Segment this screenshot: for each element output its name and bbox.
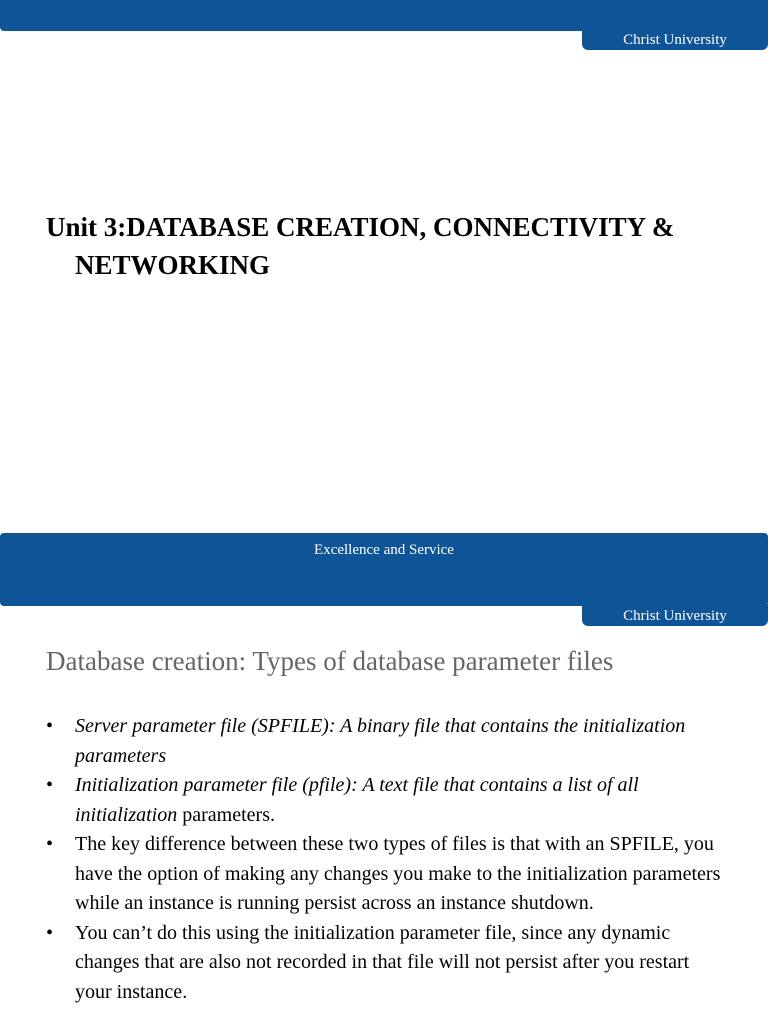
institution-tab-top: Christ University [582, 28, 768, 50]
motto-text: Excellence and Service [314, 542, 454, 558]
bullet-item: • The key difference between these two types of files is that with an SPFILE, you have the option of making any changes you make to the initialization parameters while an instance is running persist across an instance shutdown. [46, 830, 726, 919]
institution-tab-slide2: Christ University [582, 604, 768, 626]
header-band-top [0, 0, 768, 31]
bullet-item: • Initialization parameter file (pfile): A text file that contains a list of all initialization parameters. [46, 771, 726, 830]
bullet-list [46, 712, 726, 1007]
slide-title-parameter-files: Database creation: Types of database parameter files [46, 646, 614, 676]
bullet-item: • Server parameter file (SPFILE): A binary file that contains the initialization parameters [46, 712, 726, 771]
bullet-item: • You can’t do this using the initialization parameter file, since any dynamic changes that are also not recorded in that file will not persist after you restart your instance. [46, 919, 726, 1008]
slide-title-unit: Unit 3:DATABASE CREATION, CONNECTIVITY & NETWORKING [46, 212, 675, 280]
